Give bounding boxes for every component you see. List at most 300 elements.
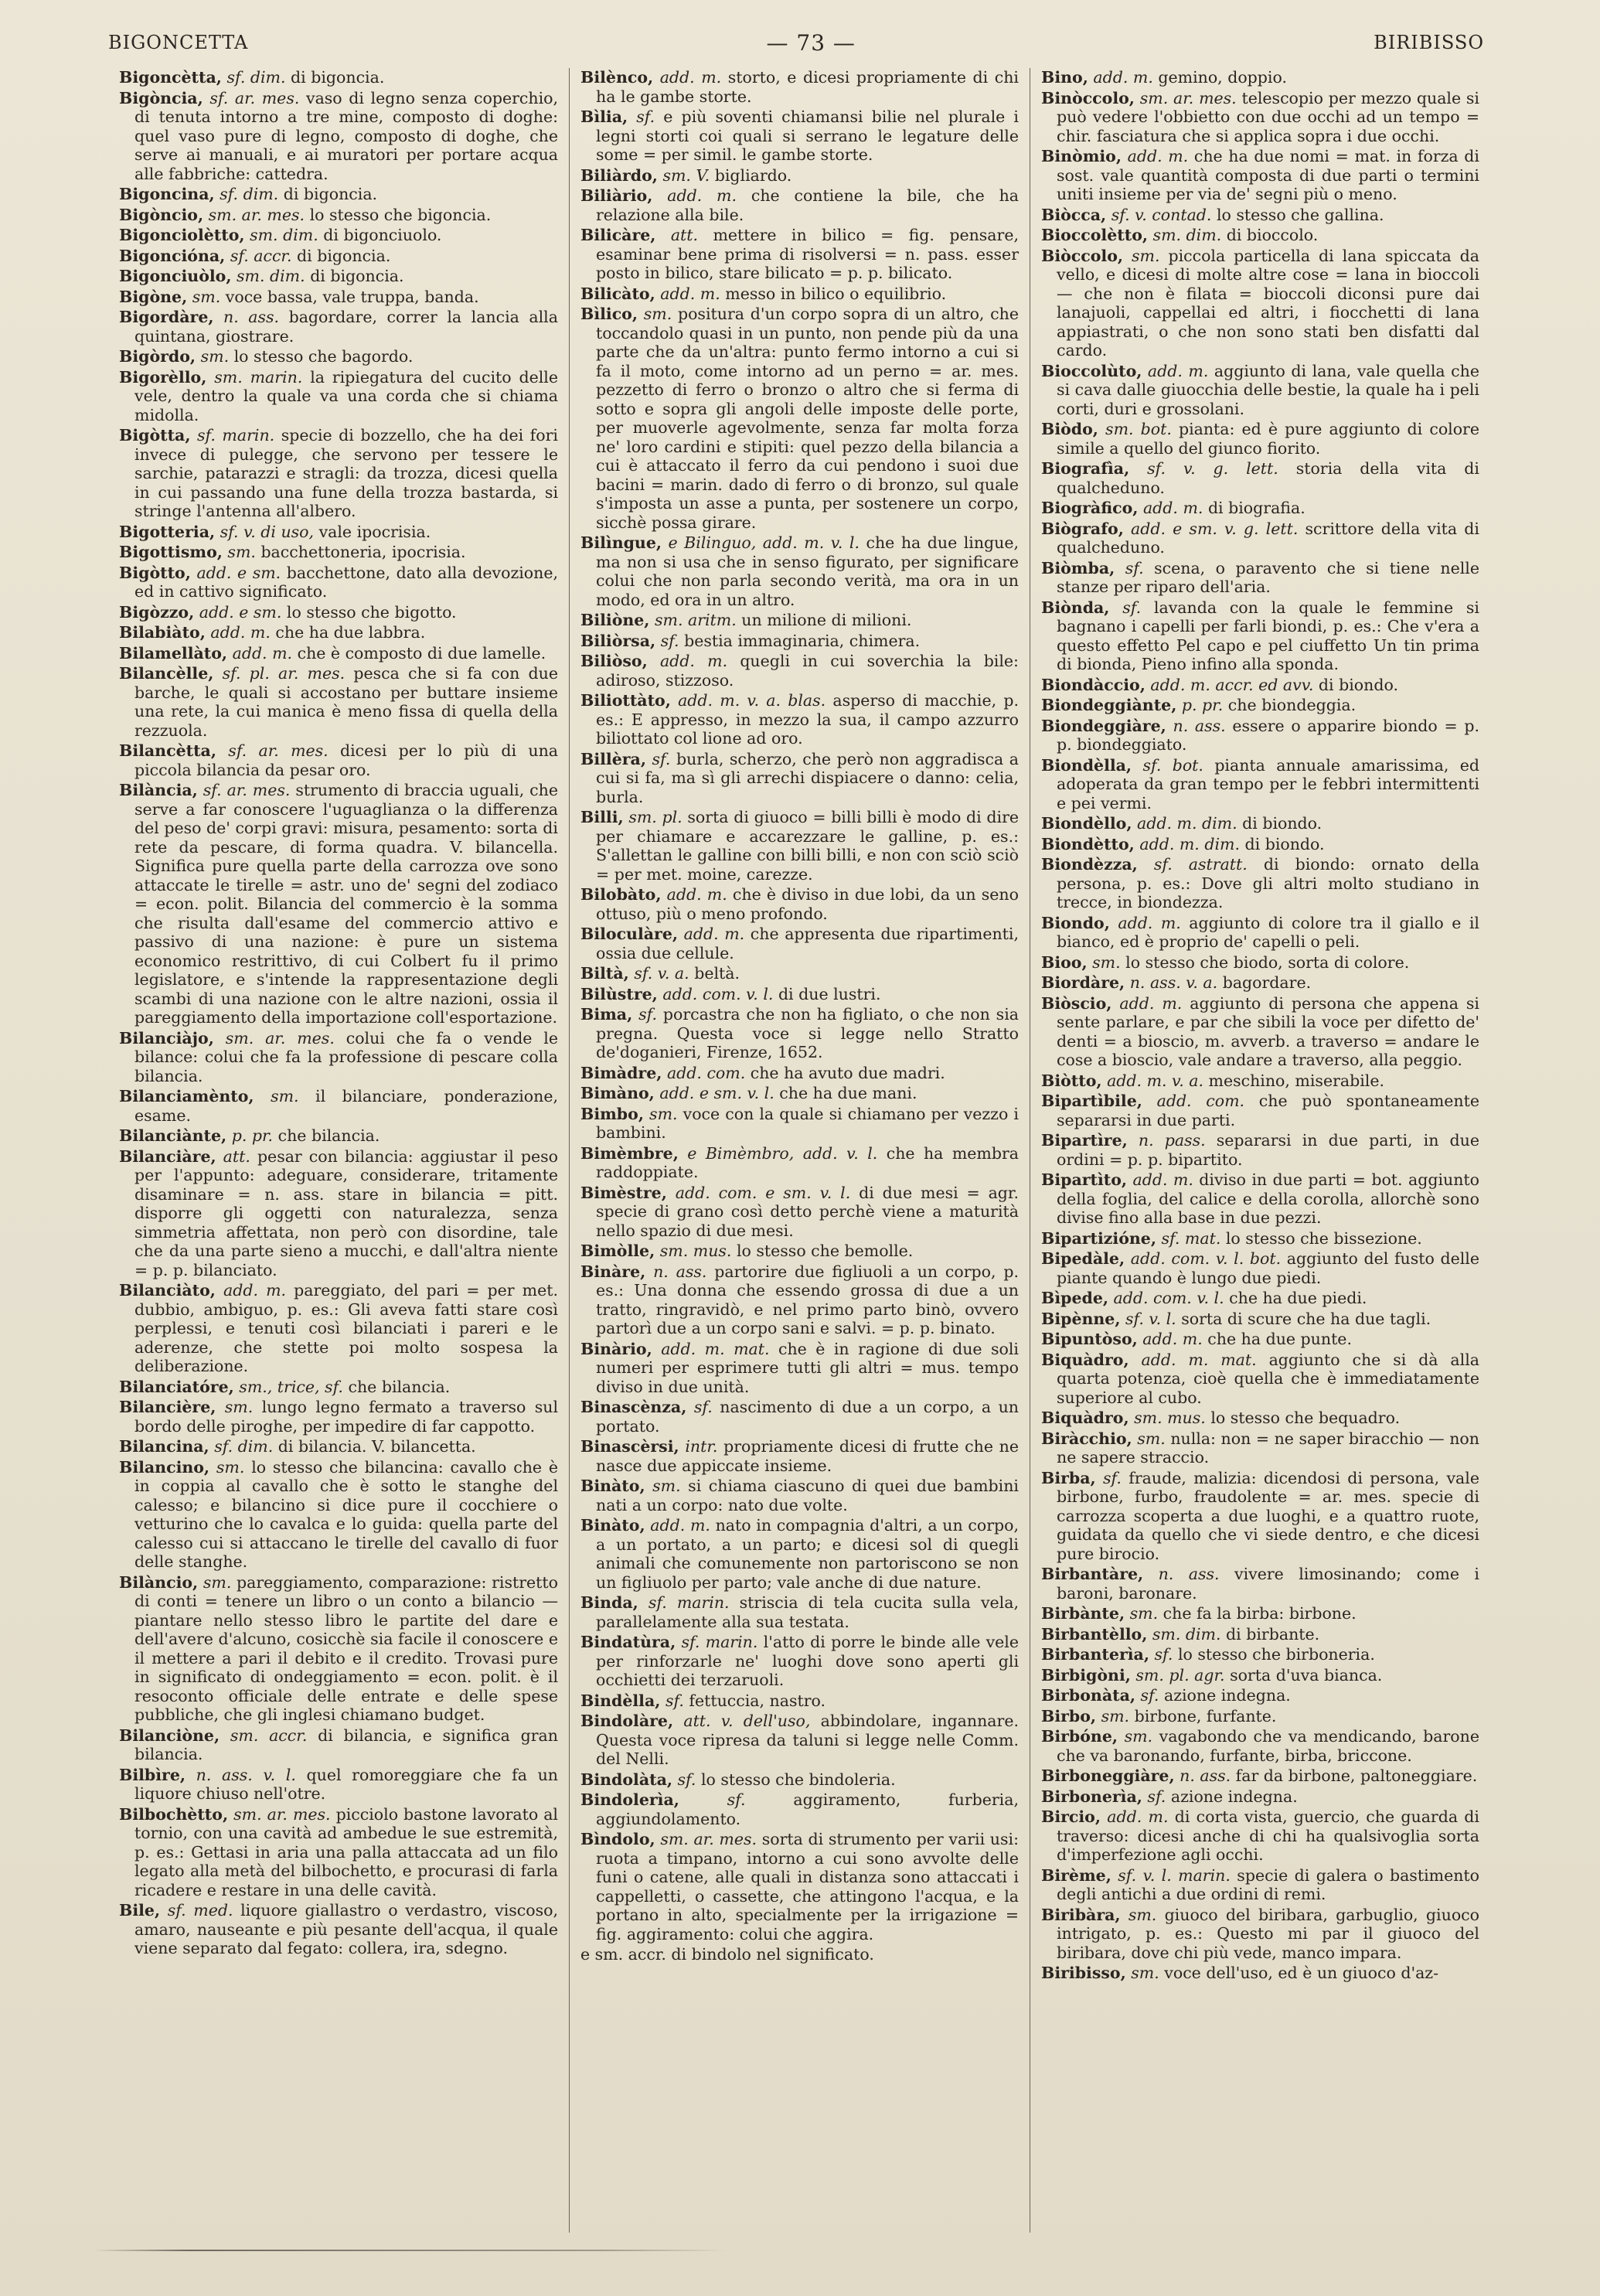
entry-headword: Birbanterìa, [1041,1645,1149,1664]
entry-definition: l'atto di porre le binde alle vele per rinforzarle ne' luoghi dove sono aperti gli occhietti dei terzaruoli. [596,1633,1019,1689]
dictionary-entry [1041,519,1479,557]
entry-definition: pareggiamento, comparazione: ristretto di conti = tenere un libro o un conto a bilancio — piantare nello stesso libro le partite del dare e dell'avere d'alcuno, cosicchè sia facile il conoscere e il mettere a pari il debito e il credito. Trovasi pure in significato di ondeggiamento = econ. polit. è il resoconto officiale delle entrate e delle spese pubbliche, che gli inglesi chiamano budget. [134,1572,558,1724]
entry-definition: partorire due figliuoli a un corpo, p. es.: Una donna che essendo grossa di due a un tratto, ringravidò, e nel primo parto binò, ovvero partorì due a un corpo sani e salvi. = p. p. binato. [596,1262,1019,1337]
entry-grammar: add. m. dim. [1137,814,1237,833]
entry-definition: lungo legno fermato a traverso sul bordo delle piroghe, per impedire di far cappotto. [134,1398,558,1436]
entry-grammar: sm. [192,287,221,306]
entry-definition: aggiramento, furberia, aggiundolamento. [596,1790,1019,1828]
dictionary-entry [119,1087,558,1125]
entry-definition: che è composto di due lamelle. [297,643,546,663]
entry-definition: pesca che si fa con due barche, le quali si accostano per buttare insieme una rete, la cui manica è meno fissa di quella della rezzuola. [134,664,558,740]
dictionary-entry [580,107,1019,165]
entry-definition: positura d'un corpo sopra di un altro, che toccandolo quasi in un punto, non pende più da una parte che da un'altra: punto fermo intorno a cui si fa il moto, come intorno ad un perno = ar. mes. pezzetto di ferro o bronzo o altro che si ferma di sotto e sopra gli angoli delle imposte delle porte, per muoverle agevolmente, senza far molta forza ne' loro cardini e stipiti: quel pezzo della bilancia a cui è attaccato il ferro da cui pendono i suoi due bacini = marin. dado di ferro o di bronzo, sul quale s'imposta un asse a punta, per sostenere un corpo, sicchè possa girare. [596,305,1019,532]
dictionary-entry [1041,696,1479,715]
dictionary-entry [1041,1666,1479,1685]
entry-headword: Bilàncio, [119,1572,199,1592]
dictionary-entry [580,925,1019,962]
entry-grammar: add. m. [223,1281,287,1300]
dictionary-entry [1041,1807,1479,1865]
entry-headword: Biondo, [1041,913,1110,932]
entry-definition: che fa la birba: birbone. [1163,1604,1357,1623]
entry-headword: Birbonàta, [1041,1686,1135,1705]
entry-definition: di bigonciuolo. [323,226,442,244]
entry-definition: lo stesso che bindoleria. [700,1770,896,1789]
entry-headword: Bilbìre, [119,1765,186,1784]
entry-grammar: add. m. mat. [661,1339,770,1358]
entry-definition: e più soventi chiamansi bilie nel plurale i legni storti coi quali si serrano le legature delle some = per simil. le gambe storte. [596,107,1019,164]
entry-grammar: att. v. dell'uso, [683,1712,811,1730]
entry-definition: che ha due mani. [779,1084,917,1102]
entry-definition: voce con la quale si chiamano per vezzo i bambini. [596,1104,1019,1142]
entry-grammar: add. m. [1142,499,1203,517]
entry-grammar: n. ass. [1180,1766,1231,1785]
entry-headword: Biondeggiànte, [1041,696,1177,714]
entry-definition: che bilancia. [348,1377,451,1396]
entry-headword: Bilancière, [119,1398,216,1416]
entry-definition: vivere limosinando; come i baroni, baronare. [1057,1565,1479,1603]
entry-grammar: sm. ar. mes. [225,1028,335,1048]
entry-definition: di biondo. [1318,675,1398,694]
entry-headword: Bilicàre, [580,226,656,244]
entry-definition: giuoco del biribara, garbuglio, giuoco intrigato, p. es.: Questo mi par il giuoco del biribara, dove chi più vede, manco impara. [1057,1905,1479,1962]
entry-headword: Bindatùra, [580,1633,676,1651]
entry-headword: Bimàdre, [580,1063,662,1082]
column-1 [108,68,569,2233]
entry-grammar: sf. [1140,1686,1159,1705]
entry-definition: di biondo. [1242,814,1323,833]
entry-definition: aggiunto del fusto delle piante quando è lungo due piedi. [1057,1249,1479,1287]
entry-grammar: n. ass. v. a. [1129,973,1218,992]
entry-headword: Binàto, [580,1477,645,1495]
dictionary-entry [1041,814,1479,833]
entry-grammar: sm. pl. [628,808,683,826]
entry-definition: che ha membra raddoppiate. [596,1143,1019,1181]
entry-grammar: sf. accr. [230,246,292,265]
entry-definition: lo stesso che bequadro. [1210,1409,1401,1427]
dictionary-entry [580,985,1019,1004]
entry-grammar: sf. dim. [214,1437,274,1456]
dictionary-entry [1041,1071,1479,1091]
entry-definition: lo stesso che bigotto. [286,602,457,622]
entry-grammar: add. m. dim. [1139,834,1240,853]
entry-grammar: sm. [1131,1964,1159,1982]
entry-definition: aggiunto di colore tra il giallo e il bianco, ed è proprio de' capelli o peli. [1057,913,1479,951]
entry-grammar: sm. [1137,1429,1166,1448]
entry-definition: sorta d'uva bianca. [1230,1665,1383,1685]
entry-headword: Bimèstre, [580,1183,667,1202]
entry-definition: burla, scherzo, che però non aggradisca a cui si fa, ma sì gli arrechi dispiacere o danno: celia, burla. [596,749,1019,806]
entry-definition: lo stesso che bemolle. [736,1242,914,1260]
dictionary-entry [580,1242,1019,1261]
entry-grammar: n. ass. [1173,716,1226,735]
entry-headword: Biòdo, [1041,420,1098,438]
entry-grammar: sm. aritm. [654,611,737,629]
entry-definition: lo stesso che gallina. [1216,205,1384,224]
dictionary-entry [580,166,1019,186]
entry-grammar: sf. [660,631,679,650]
entry-headword: Bilància, [119,781,198,799]
dictionary-entry [580,1945,1019,1964]
dictionary-entry [580,885,1019,923]
entry-definition: di corta vista, guercio, che guarda di traverso: dicesi anche di chi ha qualsivoglia sorta d'imperfezione agli occhi. [1057,1807,1479,1864]
entry-grammar: sf. [1147,1787,1166,1806]
dictionary-entry [119,781,558,1027]
entry-headword: Bioccolùto, [1041,361,1142,380]
entry-definition: piccola particella di lana spiccata da vello, e dicesi di molte altre cose = lana in bioccoli — che non è filata = bioccoli diconsi pure dai lanajuoli, cappellai ed altri, i fiocchetti di lana appiastrati, o che non sono stati ben disfatti dal cardo. [1057,246,1479,359]
entry-headword: Biògrafo, [1041,519,1124,538]
entry-definition: vagabondo che va mendicando, barone che va baronando, furfante, birba, briccone. [1057,1727,1479,1765]
dictionary-entry [580,1691,1019,1711]
entry-definition: che ha due nomi = mat. in forza di sost. vale quantità composta di due parti o termini uniti insieme per via de' segni più o meno. [1057,147,1479,203]
dictionary-entry [119,741,558,779]
entry-grammar: sf. [638,1005,658,1024]
entry-headword: Biliòrsa, [580,631,656,650]
dictionary-entry [119,1726,558,1764]
entry-definition: sorta di scure che ha due tagli. [1181,1309,1431,1328]
entry-headword: Bimàno, [580,1084,655,1102]
entry-definition: che ha due labbra. [275,623,426,642]
dictionary-entry [119,664,558,740]
entry-grammar: sm. bot. [1105,420,1172,438]
dictionary-entry [1041,147,1479,204]
entry-definition: pianta annuale amarissima, ed adoperata da gran tempo per le febbri intermittenti e pei vermi. [1057,755,1479,812]
entry-headword: Binascèrsi, [580,1437,679,1456]
dictionary-entry [119,1805,558,1900]
entry-grammar: sf. v. a. [634,964,689,983]
entry-definition: storto, e dicesi propriamente di chi ha le gambe storte. [596,68,1019,106]
entry-definition: lo stesso che birboneria. [1177,1645,1375,1664]
entry-headword: Bigòne, [119,287,188,306]
entry-headword: Bilobàto, [580,885,662,904]
entry-definition: dicesi per lo più di una piccola bilancia da pesar oro. [134,741,558,779]
entry-definition: bagordare. [1222,973,1312,992]
entry-grammar: add. m. v. a. blas. [678,691,826,710]
dictionary-entry [1041,1625,1479,1644]
entry-definition: di due lustri. [778,984,881,1003]
entry-grammar: sm. V. [662,165,710,185]
entry-grammar: sm. [1092,952,1121,972]
dictionary-entry [119,623,558,642]
entry-definition: diviso in due parti = bot. aggiunto della foglia, del calice e della corolla, allorchè sono divise fino alla base in due pezzi. [1057,1170,1479,1227]
entry-definition: il bilanciare, ponderazione, esame. [134,1087,558,1125]
dictionary-entry [119,1281,558,1376]
page-header [108,23,1484,62]
entry-grammar: add. e sm. [199,602,282,622]
entry-grammar: sm. pl. agr. [1135,1665,1225,1685]
dictionary-entry [1041,1787,1479,1807]
entry-headword: Biribàra, [1041,1905,1121,1924]
dictionary-entry [119,1126,558,1146]
entry-definition: bestia immaginaria, chimera. [684,631,921,650]
entry-headword: Biquàdro, [1041,1409,1129,1427]
entry-headword: Bilabiàto, [119,623,206,642]
entry-headword: Birbóne, [1041,1727,1118,1746]
entry-definition: vale ipocrisia. [318,522,431,541]
dictionary-entry [1041,994,1479,1070]
dictionary-entry [119,1437,558,1456]
dictionary-entry [580,691,1019,748]
entry-grammar: sm. ar. mes. [233,1804,331,1824]
dictionary-entry [580,1790,1019,1828]
entry-headword: Bilicàto, [580,284,655,303]
dictionary-entry [1041,1409,1479,1428]
entry-headword: Bilamellàto, [119,643,228,663]
entry-headword: Bile, [119,1901,161,1920]
dictionary-entry [1041,1469,1479,1564]
entry-headword: Binòmio, [1041,147,1122,165]
entry-headword: Bigotteria, [119,522,216,541]
entry-headword: Bìlia, [580,107,628,126]
entry-headword: Birbo, [1041,1706,1097,1725]
dictionary-entry [1041,1330,1479,1349]
entry-grammar: add. m. [660,284,720,303]
entry-definition: birbone, furfante. [1134,1706,1277,1725]
entry-grammar: add. m. [1107,1807,1169,1826]
entry-grammar: sm. dim. [250,226,318,244]
entry-headword: Biliòne, [580,611,650,629]
entry-grammar: e Bimèmbro, add. v. l. [687,1143,878,1163]
entry-definition: di bilancia. V. bilancetta. [277,1437,476,1456]
dictionary-entry [119,185,558,204]
entry-headword: Bigoncina, [119,185,215,203]
dictionary-entry [119,1398,558,1436]
entry-headword: Bigoncètta, [119,68,222,87]
entry-definition: vaso di legno senza coperchio, di tenuta intorno a tre mine, composto di doghe: quel vaso pure di legno, composto di doghe, che serve ai manuali, e ai muratori per portare acqua alle fabbriche: cattedra. [134,88,558,183]
entry-headword: Biloculàre, [580,925,679,943]
dictionary-entry [119,1378,558,1397]
entry-grammar: sm. ar. mes. [660,1830,757,1848]
entry-headword: Biondeggiàre, [1041,716,1166,735]
dictionary-entry [580,1184,1019,1241]
dictionary-entry [1041,1604,1479,1623]
entry-grammar: sf. [665,1691,684,1710]
dictionary-entry [1041,1727,1479,1765]
dictionary-entry [580,611,1019,630]
dictionary-entry [119,247,558,266]
entry-definition: far da birbone, paltoneggiare. [1235,1766,1478,1785]
dictionary-entry [1041,459,1479,497]
entry-grammar: sm., trice, sf. [239,1377,343,1396]
entry-headword: Bigonciolètto, [119,226,245,244]
dictionary-entry [1041,1310,1479,1329]
entry-headword: Bindèlla, [580,1691,661,1710]
dictionary-entry [1041,1766,1479,1786]
entry-grammar: sm. [1128,1905,1157,1924]
dictionary-entry [1041,1565,1479,1603]
entry-definition: picciolo bastone lavorato al tornio, con una cavità ad ambedue le sue estremità, p. es.: Gettasi in aria una palla attaccata ad un filo legato alla metà del bilbochetto, e procurasi di farla ricadere e restare in una delle cavità. [134,1804,558,1899]
entry-headword: Biltà, [580,964,629,983]
dictionary-entry [580,1477,1019,1514]
dictionary-entry [119,1901,558,1958]
entry-grammar: sf. v. l. marin. [1118,1865,1231,1885]
entry-grammar: n. pass. [1138,1131,1206,1150]
entry-grammar: sf. v. di uso, [220,522,315,541]
entry-grammar: add. com. v. l. [662,984,774,1003]
entry-grammar: add. m. [1118,913,1181,932]
dictionary-entry [580,1398,1019,1436]
dictionary-entry [119,1147,558,1280]
entry-grammar: sf. dim. [226,68,286,87]
entry-headword: Birboneggiàre, [1041,1766,1175,1785]
entry-definition: telescopio per mezzo quale si può vedere l'obbietto con due occhi ad un tempo = chir. fasciatura che si applica sopra i due occhi. [1057,88,1479,145]
entry-headword: Biogràfico, [1041,499,1139,517]
dictionary-entry [1041,756,1479,813]
entry-headword: Bilanciàjo, [119,1028,214,1048]
dictionary-entry [1041,1964,1479,1983]
entry-definition: separarsi in due parti, in due ordini = p. p. bipartito. [1057,1131,1479,1169]
entry-headword: Bipedàle, [1041,1249,1125,1268]
entry-headword: Biliottàto, [580,691,671,710]
dictionary-entry [580,964,1019,983]
entry-grammar: sm. mus. [659,1242,732,1260]
entry-grammar: sm. [216,1457,245,1477]
dictionary-entry [1041,499,1479,518]
dictionary-entry [119,89,558,184]
entry-headword: Bipartìre, [1041,1131,1128,1150]
dictionary-entry [1041,1229,1479,1248]
entry-grammar: sf. ar. mes. [203,781,291,799]
entry-grammar: sm. mus. [1134,1409,1206,1427]
entry-headword: Bilanciamènto, [119,1087,254,1105]
dictionary-entry [1041,68,1479,87]
dictionary-entry [580,1633,1019,1690]
entry-headword: Bilìngue, [580,533,662,552]
entry-headword: Biondètto, [1041,834,1135,853]
entry-headword: Biquàdro, [1041,1350,1129,1369]
entry-grammar: add. com. [666,1063,746,1082]
dictionary-entry [119,1458,558,1572]
entry-grammar: att. [223,1146,250,1166]
entry-grammar: n. ass. [653,1262,707,1281]
dictionary-entry [119,1766,558,1804]
entry-grammar: add. m. [1093,68,1153,87]
entry-grammar: sm. ar. mes. [208,205,305,224]
entry-grammar: add. m. [210,623,271,642]
entry-headword: Biondèzza, [1041,855,1138,874]
entry-definition: strumento di braccia uguali, che serve a far conoscere l'uguaglianza o la differenza del peso de' corpi gravi: misura, pesamento: sorta di rete da pescare, di forma quadra. V. bilancella. Significa pure quella parte della carrozza ove sono attaccate le tirelle = astr. uno de' segni del zodiaco = econ. polit. Bilancia del commercio è la somma che risulta dall'esame del commercio attivo e passivo di una nazione: è pure un sistema economico restrittivo, di cui Colbert fu il primo legislatore, e s'intende la rappresentazione degli scambi di una nazione con le altre nazioni, ossia il pareggiamento della importazione coll'esportazione. [134,781,558,1027]
header-right-guide-word: BIRIBISSO [1374,32,1484,53]
entry-headword: Bindolàre, [580,1712,674,1730]
dictionary-entry [119,288,558,307]
entry-definition: di bigoncia. [297,246,391,265]
entry-headword: Biliàrdo, [580,165,658,185]
entry-grammar: add. m. [659,652,728,670]
entry-definition: la ripiegatura del cucito delle vele, dentro la quale va una corda che si chiama midolla. [134,367,558,424]
entry-headword: Bioo, [1041,952,1088,972]
entry-headword: Bindolerìa, [580,1790,679,1809]
dictionary-entry [1041,89,1479,146]
entry-headword: Biondèllo, [1041,814,1132,833]
dictionary-entry [1041,420,1479,458]
dictionary-entry [580,1005,1019,1062]
entry-headword: Bìpede, [1041,1289,1109,1307]
entry-definition: che ha due piedi. [1229,1289,1367,1307]
entry-grammar: sm. [224,1398,254,1416]
entry-grammar: p. pr. [231,1126,274,1145]
entry-headword: Biliòso, [580,652,648,670]
entry-grammar: add. e sm. [196,563,281,582]
entry-headword: Bino, [1041,68,1088,87]
entry-definition: lo stesso che bilancina: cavallo che è in coppia al cavallo che è sotto le stanghe del calesso; e bilancino si dice pure il cocchiere o vetturino che lo cavalca e lo guida: quella parte del calesso cui si attaccano le tirelle del cavallo di fuor delle stanghe. [134,1457,558,1571]
entry-headword: Bipartìto, [1041,1170,1128,1189]
entry-headword: Bilancino, [119,1457,210,1477]
entry-grammar: sf. [652,749,671,768]
dictionary-entry [119,523,558,542]
entry-definition: di bilancia, e significa gran bilancia. [134,1725,558,1763]
dictionary-entry [1041,1131,1479,1169]
dictionary-entry [1041,953,1479,973]
entry-grammar: sm. marin. [214,367,303,387]
entry-definition: di bigoncia. [283,185,378,203]
entry-headword: Bilancèlle, [119,664,214,683]
entry-headword: Bilùstre, [580,984,658,1003]
entry-headword: Birba, [1041,1468,1096,1487]
entry-grammar: add. m. [1119,993,1183,1013]
entry-headword: Bipuntòso, [1041,1330,1138,1348]
footer-rule [93,2250,727,2251]
entry-grammar: sm. [203,1572,232,1592]
entry-headword: Biòmba, [1041,558,1115,577]
entry-grammar: add. m. accr. ed avv. [1150,675,1314,694]
entry-grammar: sf. v. contad. [1111,205,1212,224]
dictionary-entry [1041,1289,1479,1308]
entry-grammar: sf. v. g. lett. [1147,459,1278,478]
entry-headword: Bilanciàre, [119,1146,216,1166]
entry-definition: gemino, doppio. [1158,68,1287,87]
entry-grammar: intr. [685,1437,718,1456]
entry-definition: pesar con bilancia: aggiustar il peso per l'appunto: adeguare, considerare, tritamente disaminare = n. ass. stare in bilancia = pitt. disporre gli oggetti con naturalezza, senza simmetria affettata, non però con disordine, tale che da una parte sieno a mucchi, e dall'altra niente = p. p. bilanciato. [134,1146,558,1279]
entry-grammar: add. m. [232,643,293,663]
entry-grammar: add. m. [666,885,727,904]
entry-definition: asperso di macchie, p. es.: E appresso, in mezzo la sua, il campo azzurro biliottato col lione ad oro. [596,691,1019,748]
entry-headword: Biòscio, [1041,993,1112,1013]
entry-grammar: sf. ar. mes. [209,88,300,107]
dictionary-entry [580,652,1019,690]
entry-grammar: sf. [636,107,655,126]
entry-definition: liquore giallastro o verdastro, viscoso, amaro, nauseante e più pesante dell'acqua, il quale viene separato dal fegato: collera, ira, sdegno. [134,1901,558,1957]
header-left-guide-word: BIGONCETTA [108,32,249,53]
entry-definition: mettere in bilico = fig. pensare, esaminar bene prima di risolversi = n. pass. esser posto in bilico, stare bilicato = p. p. bilicato. [596,226,1019,282]
entry-grammar: sm. dim. [237,267,305,285]
entry-definition: beltà. [694,964,740,983]
dictionary-entry [1041,1906,1479,1963]
entry-headword: Bigòncia, [119,88,203,107]
entry-grammar: add. m. [1142,1330,1203,1348]
entry-headword: Bilbochètto, [119,1804,229,1824]
dictionary-entry [1041,1686,1479,1705]
entry-definition: essere o apparire biondo = p. p. biondeggiato. [1057,716,1479,754]
entry-headword: Bilanciatóre, [119,1377,234,1396]
entry-definition: che è in ragione di due soli numeri per esprimere tutti gli altri = mus. tempo diviso in due unità. [596,1339,1019,1396]
entry-definition: che contiene la bile, che ha relazione alla bile. [596,186,1019,224]
dictionary-entry [580,632,1019,651]
entry-grammar: sf. ar. mes. [228,741,329,760]
dictionary-entry [580,1770,1019,1790]
entry-definition: che può spontaneamente separarsi in due parti. [1057,1092,1479,1129]
entry-headword: Bircio, [1041,1807,1101,1826]
entry-grammar: sm. dim. [1152,1624,1221,1644]
entry-definition: porcastra che non ha figliato, o che non sia pregna. Questa voce si legge nello Stratto de'doganieri, Firenze, 1652. [596,1005,1019,1061]
dictionary-entry [1041,1249,1479,1287]
dictionary-entry [580,1830,1019,1943]
entry-definition: che ha due lingue, ma non si usa che in senso figurato, per significare colui che non parla secondo verità, ma ora in un modo, ed ora in un altro. [596,533,1019,609]
entry-definition: meschino, miserabile. [1208,1071,1384,1090]
entry-definition: e sm. accr. di bindolo nel significato. [580,1945,874,1964]
entry-definition: che bilancia. [277,1126,380,1145]
dictionary-entry [1041,1866,1479,1904]
entry-headword: Bigòzzo, [119,602,195,622]
entry-definition: lo stesso che bissezione. [1225,1228,1422,1248]
